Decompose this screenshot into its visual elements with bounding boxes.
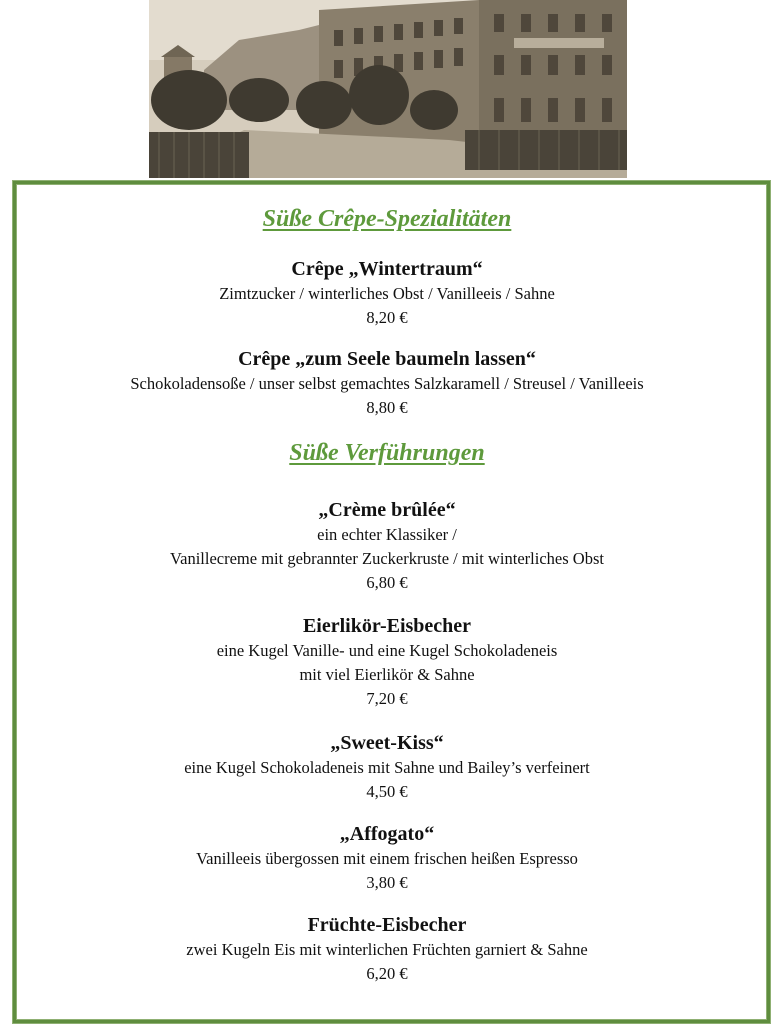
item-name: Crêpe „zum Seele baumeln lassen“ xyxy=(238,348,536,370)
street-scene-illustration xyxy=(149,0,627,178)
item-description: Vanilleeis übergossen mit einem frischen heißen Espresso xyxy=(196,849,578,868)
item-price: 3,80 € xyxy=(366,873,408,892)
item-name: „Crème brûlée“ xyxy=(318,499,456,521)
item-description: ein echter Klassiker / xyxy=(317,525,457,544)
menu-item xyxy=(0,912,774,986)
item-description: Vanillecreme mit gebrannter Zuckerkruste / mit winterliches Obst xyxy=(170,549,604,568)
section-title-sweet-seductions: Süße Verführungen xyxy=(289,440,485,466)
item-name: Crêpe „Wintertraum“ xyxy=(291,258,483,280)
item-description: eine Kugel Schokoladeneis mit Sahne und Bailey’s verfeinert xyxy=(184,758,590,777)
menu-item xyxy=(0,730,774,804)
item-description: Schokoladensoße / unser selbst gemachtes Salzkaramell / Streusel / Vanilleeis xyxy=(130,374,644,393)
section-title-crepes: Süße Crêpe-Spezialitäten xyxy=(262,206,512,232)
menu-item xyxy=(0,256,774,330)
item-description: eine Kugel Vanille- und eine Kugel Schokoladeneis xyxy=(216,641,558,660)
item-name: Eierlikör-Eisbecher xyxy=(302,615,472,637)
item-name: Früchte-Eisbecher xyxy=(307,914,467,936)
item-price: 6,80 € xyxy=(366,573,408,592)
item-description: zwei Kugeln Eis mit winterlichen Früchten garniert & Sahne xyxy=(186,940,588,959)
item-price: 6,20 € xyxy=(366,964,408,983)
menu-item xyxy=(0,497,774,595)
menu-item xyxy=(0,821,774,895)
item-price: 8,80 € xyxy=(366,398,408,417)
item-price: 4,50 € xyxy=(366,782,408,801)
item-name: „Affogato“ xyxy=(339,823,435,845)
header-photo xyxy=(149,0,627,178)
item-name: „Sweet-Kiss“ xyxy=(330,732,444,754)
item-price: 8,20 € xyxy=(366,308,408,327)
item-price: 7,20 € xyxy=(366,689,408,708)
menu-item xyxy=(0,613,774,711)
menu-item xyxy=(0,346,774,420)
item-description: mit viel Eierlikör & Sahne xyxy=(299,665,475,684)
item-description: Zimtzucker / winterliches Obst / Vanilleeis / Sahne xyxy=(219,284,555,303)
